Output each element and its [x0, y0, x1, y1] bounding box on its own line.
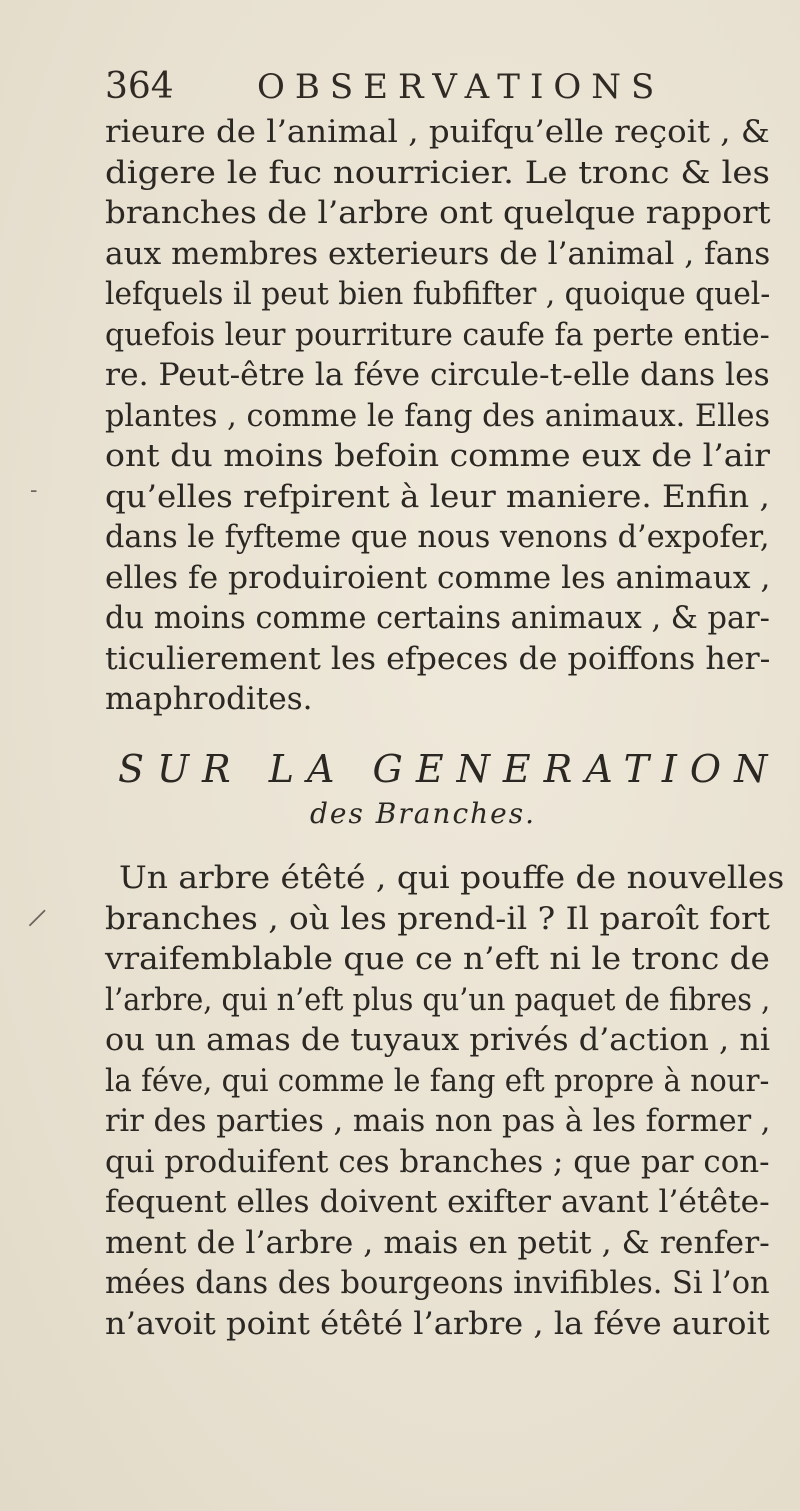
section-heading: SUR LA GENERATION: [118, 747, 781, 791]
text-line: branches , où les prend-il ? Il paroît fort: [105, 900, 770, 937]
text-line: ment de l’arbre , mais en petit , & renfer-: [105, 1224, 770, 1261]
text-line: dans le fyfteme que nous venons d’expofer,: [105, 519, 770, 555]
text-line: la féve, qui comme le fang eft propre à nour-: [105, 1062, 770, 1099]
text-line: elles fe produiroient comme les animaux ,: [105, 559, 771, 596]
text-line: digere le fuc nourricier. Le tronc & les: [105, 154, 770, 191]
text-line: quefois leur pourriture caufe fa perte entie-: [105, 316, 770, 353]
text-line: vraifemblable que ce n’eft ni le tronc de: [105, 941, 770, 977]
page-number: 364: [105, 66, 174, 107]
margin-dash-mark: ‐: [30, 478, 38, 503]
text-line: plantes , comme le fang des animaux. Elles: [105, 397, 771, 434]
text-line: qui produifent ces branches ; que par con-: [105, 1143, 770, 1180]
text-line: qu’elles refpirent à leur maniere. Enfin ,: [105, 478, 770, 515]
text-line: mées dans des bourgeons invifibles. Si l’on: [105, 1265, 770, 1301]
text-line: rieure de l’animal , puifqu’elle reçoit , &: [105, 114, 770, 150]
text-line: ou un amas de tuyaux privés d’action , ni: [105, 1022, 771, 1058]
running-title: OBSERVATIONS: [257, 67, 665, 107]
text-line: l’arbre, qui n’eft plus qu’un paquet de fibres ,: [105, 981, 771, 1018]
text-line: maphrodites.: [105, 681, 313, 717]
text-line: aux membres exterieurs de l’animal , fans: [105, 235, 771, 272]
text-line: branches de l’arbre ont quelque rapport: [105, 195, 771, 231]
text-line: ont du moins befoin comme eux de l’air: [105, 438, 770, 474]
text-line: lefquels il peut bien fubfifter , quoique quel-: [105, 276, 771, 312]
text-line: re. Peut-être la féve circule-t-elle dans les: [105, 357, 770, 393]
text-line: du moins comme certains animaux , & par-: [105, 600, 770, 636]
section-subheading: des Branches.: [310, 797, 537, 830]
text-line: rir des parties , mais non pas à les former ,: [105, 1103, 771, 1139]
text-line: n’avoit point étêté l’arbre , la féve auroit: [105, 1305, 770, 1342]
running-head: [105, 62, 765, 112]
text-line: ticulierement les efpeces de poiffons her-: [105, 640, 771, 677]
text-line: Un arbre étêté , qui pouffe de nouvelles: [119, 860, 785, 896]
text-line: fequent elles doivent exifter avant l’étête-: [105, 1184, 770, 1220]
margin-stroke-mark: |: [26, 906, 50, 929]
